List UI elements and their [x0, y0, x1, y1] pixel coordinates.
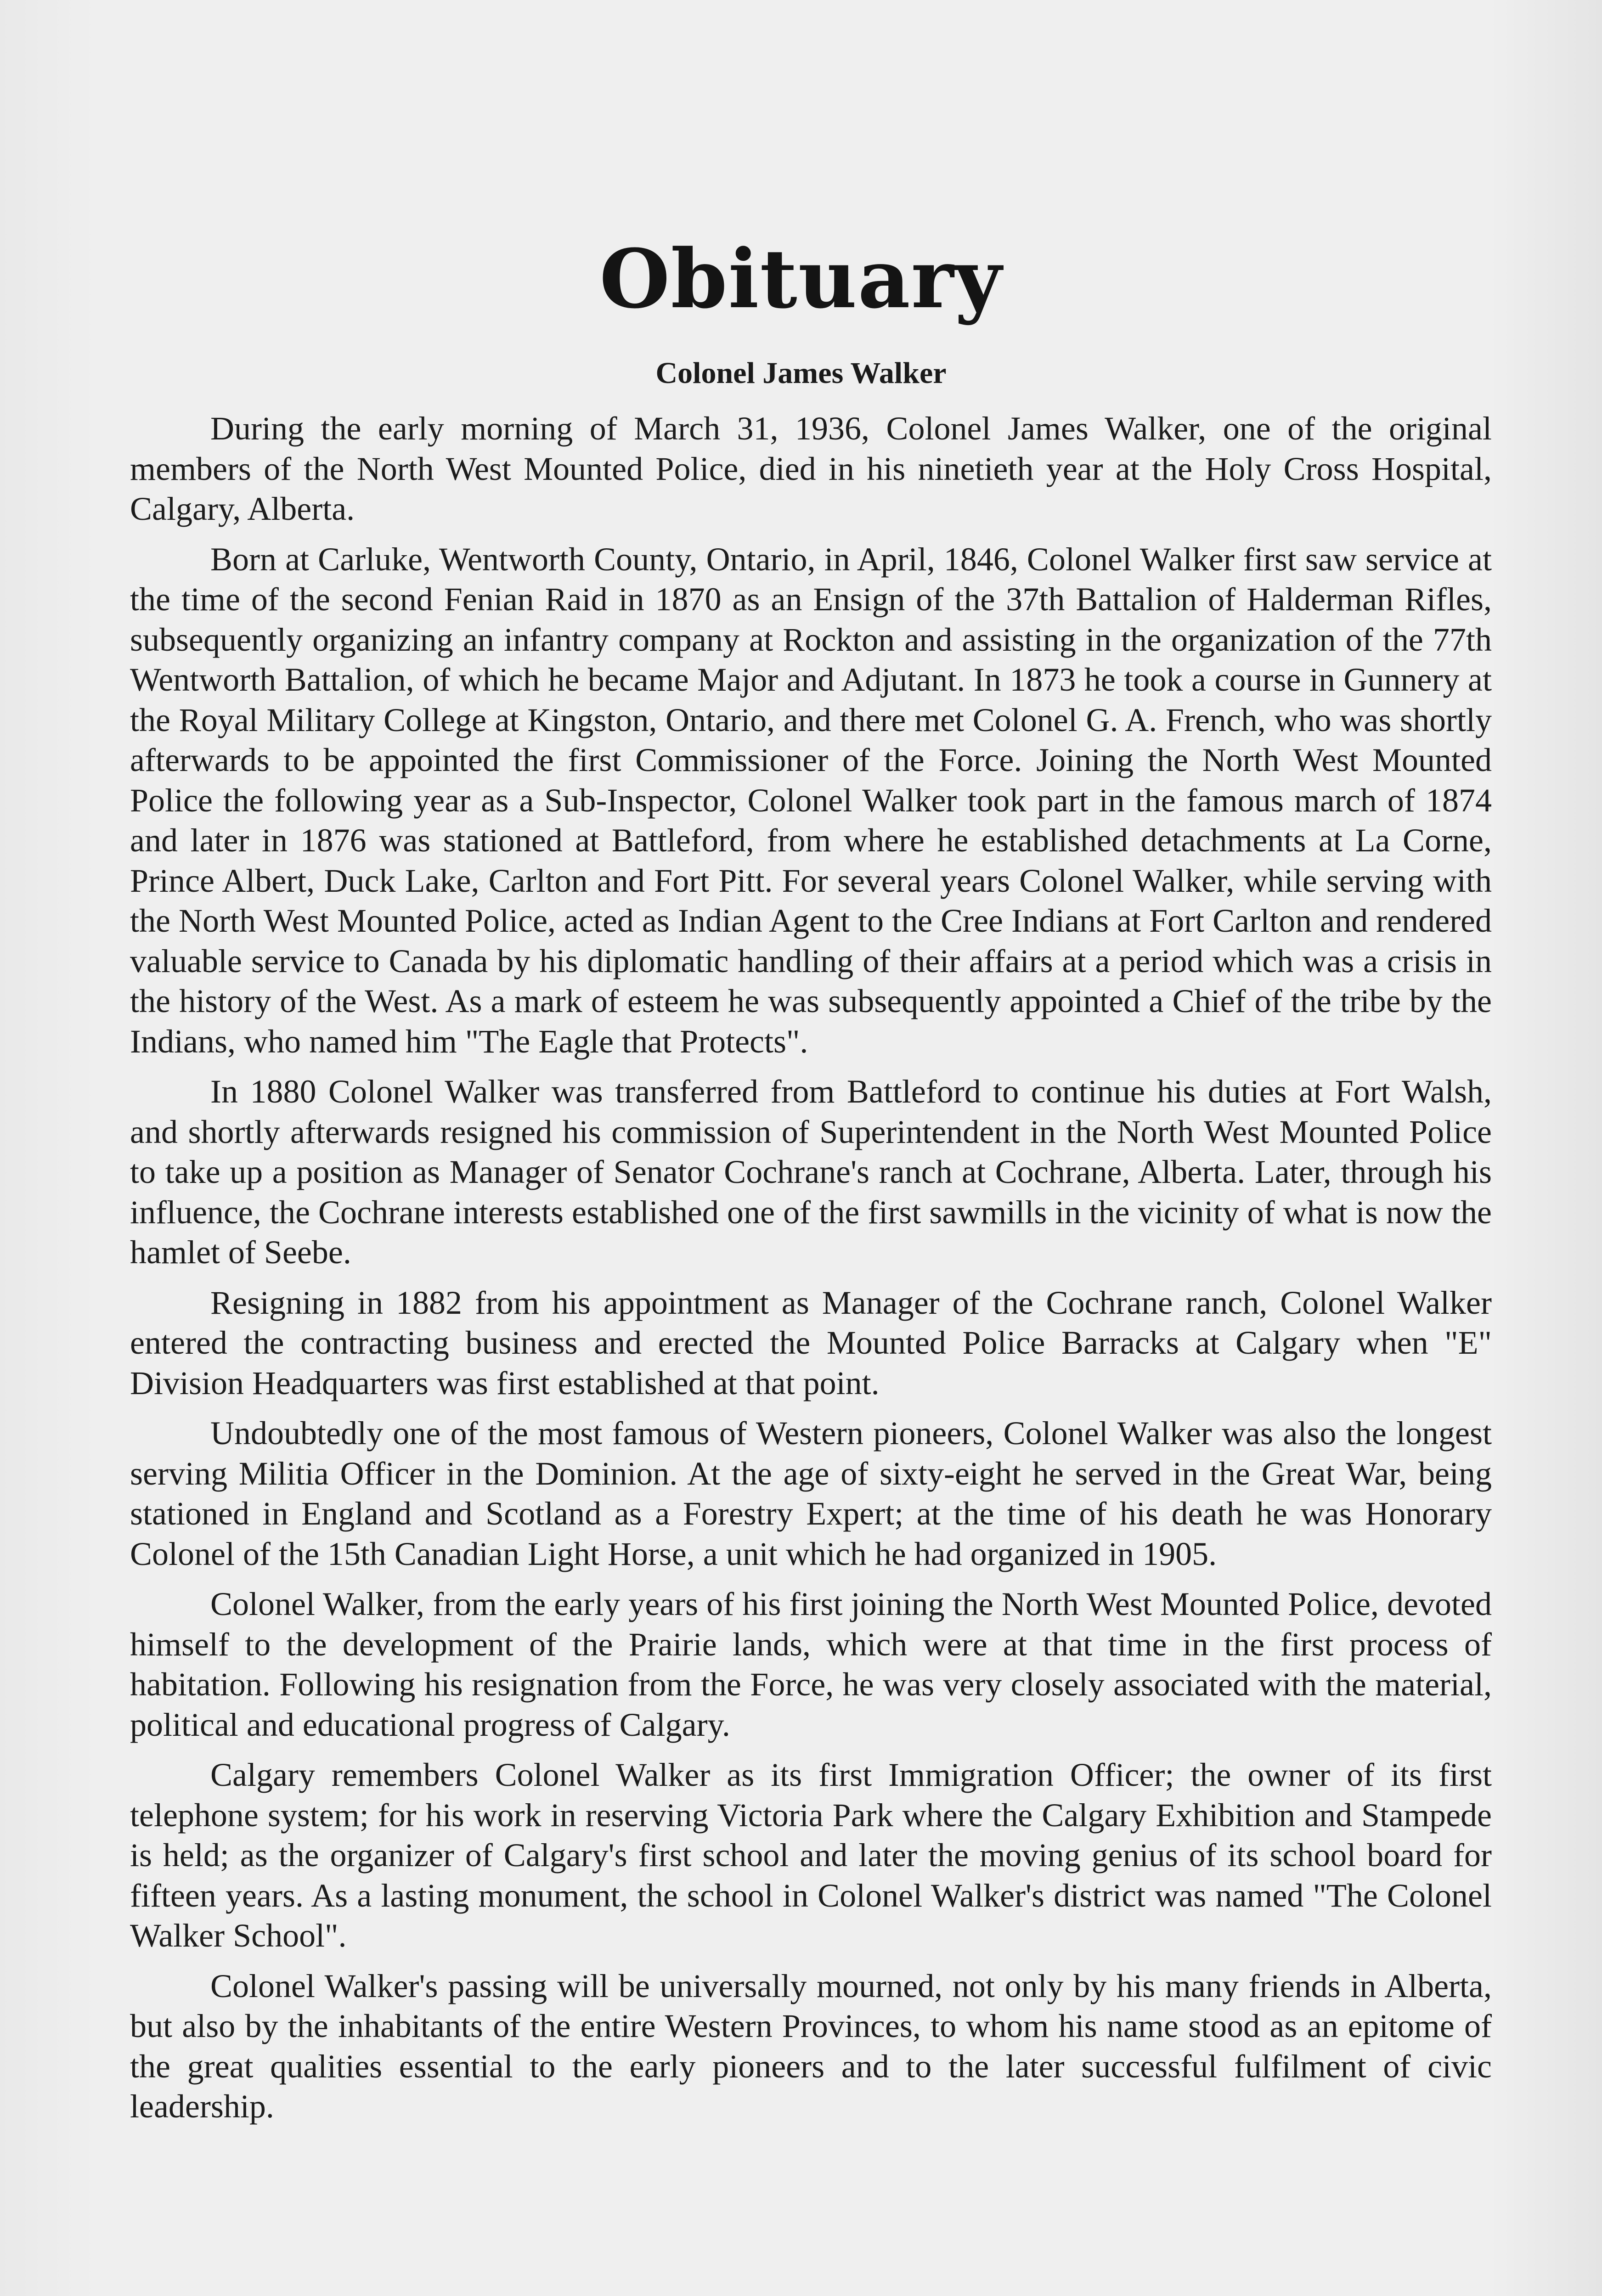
paragraph-5: Undoubtedly one of the most famous of Western pioneers, Colonel Walker was also the longest serving Militia Officer in the Dominion. At the age of sixty-eight he served in the Great War, being stationed in England and Scotland as a Forestry Expert; at the time of his death he was Honorary Colonel of the 15th Canadian Light Horse, a unit which he had organized in 1905.: [130, 1415, 1492, 1572]
paragraph-8: Colonel Walker's passing will be universally mourned, not only by his many friends in Alberta, but also by the inhabitants of the entire Western Provinces, to whom his name stood as an epitome of the great qualities essential to the early pioneers and to the later successful fulfilment of civic leadership.: [130, 1967, 1492, 2125]
paragraph-3: In 1880 Colonel Walker was transferred from Battleford to continue his duties at Fort Walsh, and shortly afterwards resigned his commission of Superintendent in the North West Mounted Police to take up a position as Manager of Senator Cochrane's ranch at Cochrane, Alberta. Later, through his influence, the Cochrane interests established one of the first sawmills in the vicinity of what is now the hamlet of Seebe.: [130, 1073, 1492, 1271]
paragraph-6: Colonel Walker, from the early years of his first joining the North West Mounted Police, devoted himself to the development of the Prairie lands, which were at that time in the first process of habitation. Following his resignation from the Force, he was very closely associated with the material, political and educational progress of Calgary.: [130, 1586, 1492, 1743]
paragraph-7: Calgary remembers Colonel Walker as its first Immigration Officer; the owner of its first telephone system; for his work in reserving Victoria Park where the Calgary Exhibition and Stampede is held; as the organizer of Calgary's first school and later the moving genius of its school board for fifteen years. As a lasting monument, the school in Colonel Walker's district was named "The Colonel Walker School".: [130, 1756, 1492, 1954]
page-title: Obituary: [599, 231, 1003, 326]
obituary-subject-heading: Colonel James Walker: [655, 356, 947, 390]
paragraph-4: Resigning in 1882 from his appointment as Manager of the Cochrane ranch, Colonel Walker entered the contracting business and erected the Mounted Police Barracks at Calgary when "E" Division Headquarters was first established at that point.: [130, 1284, 1492, 1401]
paragraph-2: Born at Carluke, Wentworth County, Ontario, in April, 1846, Colonel Walker first saw service at the time of the second Fenian Raid in 1870 as an Ensign of the 37th Battalion of Halderman Rifles, subsequently organizing an infantry company at Rockton and assisting in the organization of the 77th Wentworth Battalion, of which he became Major and Adjutant. In 1873 he took a course in Gunnery at the Royal Military College at Kingston, Ontario, and there met Colonel G. A. French, who was shortly afterwards to be appointed the first Commissioner of the Force. Joining the North West Mounted Police the following year as a Sub-Inspector, Colonel Walker took part in the famous march of 1874 and later in 1876 was stationed at Battleford, from where he established detachments at La Corne, Prince Albert, Duck Lake, Carlton and Fort Pitt. For several years Colonel Walker, while serving with the North West Mounted Police, acted as Indian Agent to the Cree Indians at Fort Carlton and rendered valuable service to Canada by his diplomatic handling of their affairs at a period which was a crisis in the history of the West. As a mark of esteem he was subsequently appointed a Chief of the tribe by the Indians, who named him "The Eagle that Protects".: [130, 540, 1492, 1060]
paragraph-1: During the early morning of March 31, 1936, Colonel James Walker, one of the original members of the North West Mounted Police, died in his ninetieth year at the Holy Cross Hospital, Calgary, Alberta.: [130, 410, 1492, 527]
article-body: [130, 409, 1492, 2137]
